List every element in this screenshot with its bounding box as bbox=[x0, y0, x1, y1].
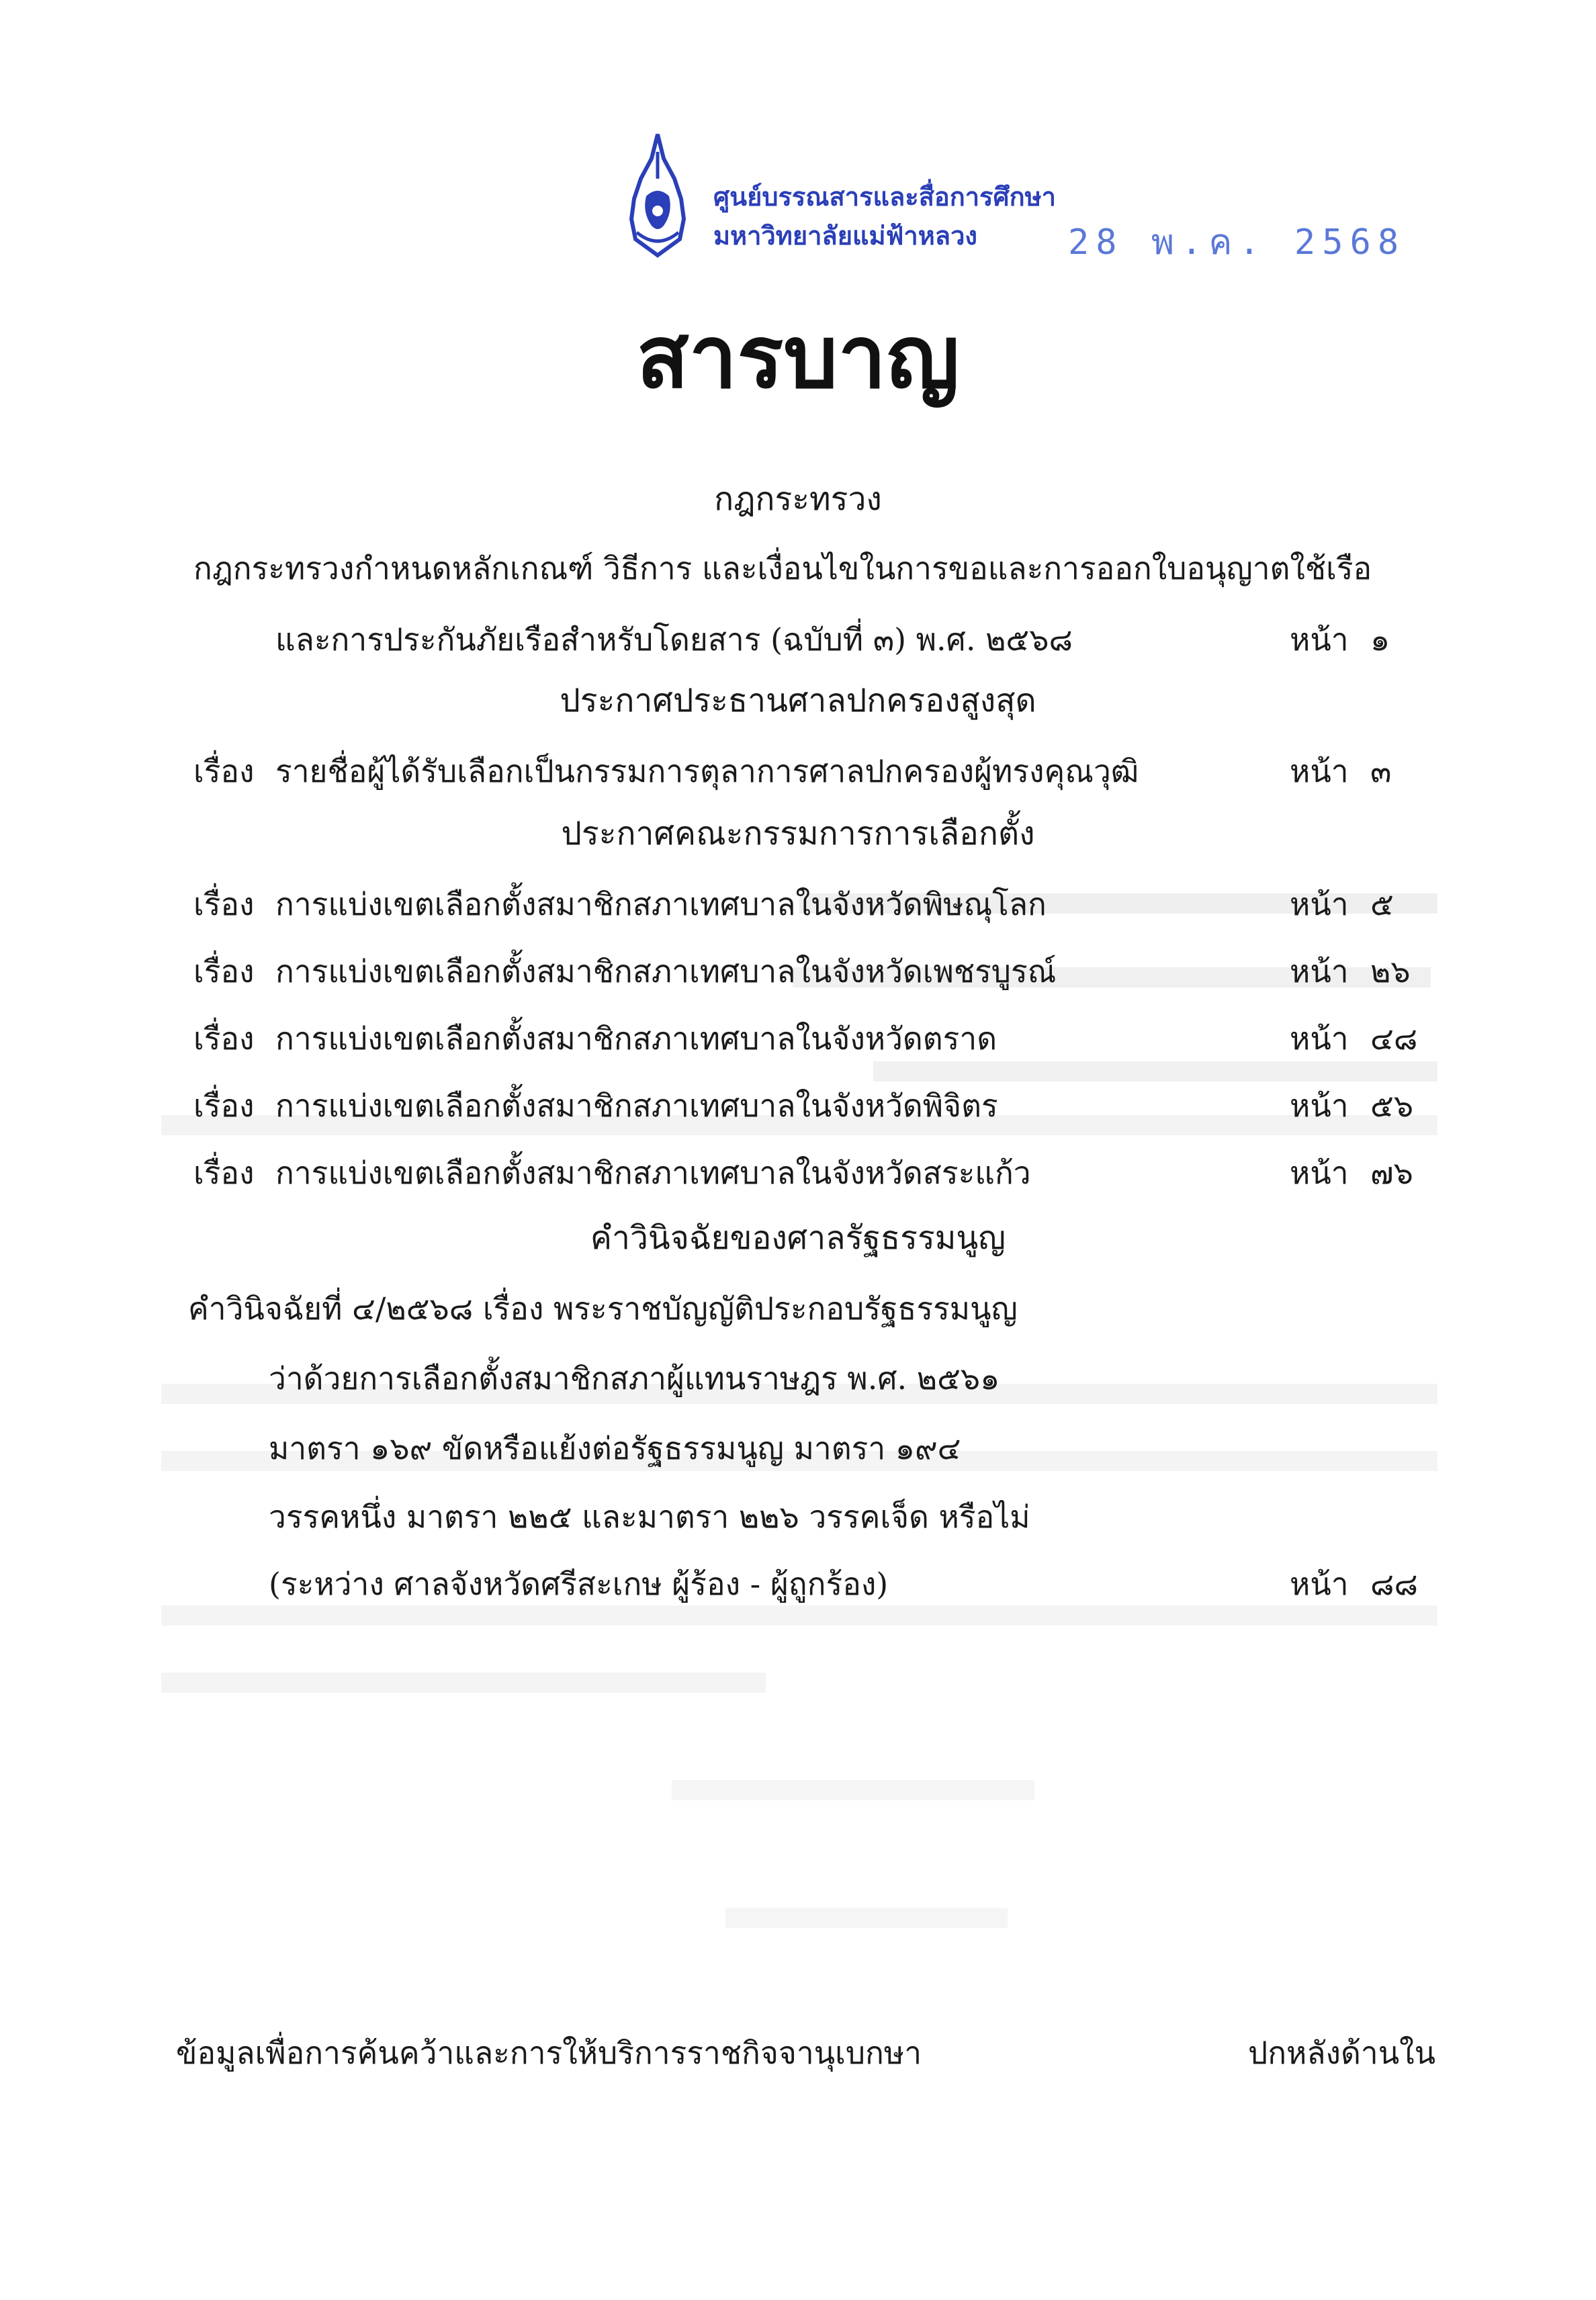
stamp-date: 28 พ.ค. 2568 bbox=[1068, 222, 1406, 263]
topic-label: เรื่อง bbox=[193, 953, 255, 989]
page-word: หน้า bbox=[1290, 953, 1349, 989]
election-entry-text: การแบ่งเขตเลือกตั้งสมาชิกสภาเทศบาลในจังหวัดพิจิตร bbox=[275, 1088, 998, 1124]
ministerial-entry-line2: และการประกันภัยเรือสำหรับโดยสาร (ฉบับที่ ๓) พ.ศ. ๒๕๖๘ bbox=[275, 621, 1073, 658]
constitutional-entry-line5: (ระหว่าง ศาลจังหวัดศรีสะเกษ ผู้ร้อง - ผู้ถูกร้อง) bbox=[269, 1566, 889, 1602]
election-entry-text: การแบ่งเขตเลือกตั้งสมาชิกสภาเทศบาลในจังหวัดพิษณุโลก bbox=[275, 886, 1047, 922]
page-number: ๒๖ bbox=[1370, 953, 1411, 989]
page-word: หน้า bbox=[1290, 1088, 1349, 1124]
constitutional-entry-line2: ว่าด้วยการเลือกตั้งสมาชิกสภาผู้แทนราษฎร พ.ศ. ๒๕๖๑ bbox=[269, 1360, 1000, 1397]
section-heading-ministerial: กฎกระทรวง bbox=[714, 480, 882, 518]
election-entry-text: การแบ่งเขตเลือกตั้งสมาชิกสภาเทศบาลในจังหวัดสระแก้ว bbox=[275, 1155, 1031, 1191]
constitutional-entry-line3: มาตรา ๑๖๙ ขัดหรือแย้งต่อรัฐธรรมนูญ มาตรา ๑๙๔ bbox=[269, 1430, 961, 1466]
election-entry-text: การแบ่งเขตเลือกตั้งสมาชิกสภาเทศบาลในจังหวัดเพชรบูรณ์ bbox=[275, 953, 1057, 989]
section-heading-election: ประกาศคณะกรรมการการเลือกตั้ง bbox=[561, 815, 1035, 852]
stamp-org-name: ศูนย์บรรณสารและสื่อการศึกษา bbox=[713, 182, 1056, 212]
page-word: หน้า bbox=[1290, 1155, 1349, 1191]
ministerial-entry-line1: กฎกระทรวงกำหนดหลักเกณฑ์ วิธีการ และเงื่อนไขในการขอและการออกใบอนุญาตใช้เรือ bbox=[193, 550, 1372, 586]
page-number: ๕๖ bbox=[1370, 1088, 1414, 1124]
topic-label: เรื่อง bbox=[193, 1020, 255, 1057]
footer-location: ปกหลังด้านใน bbox=[1248, 2035, 1436, 2071]
footer-note: ข้อมูลเพื่อการค้นคว้าและการให้บริการราชกิจจานุเบกษา bbox=[176, 2035, 922, 2071]
page-number: ๕ bbox=[1370, 886, 1394, 922]
page-number: ๘๘ bbox=[1370, 1566, 1418, 1602]
stamp-university-name: มหาวิทยาลัยแม่ฟ้าหลวง bbox=[713, 221, 977, 251]
page-number: ๗๖ bbox=[1370, 1155, 1413, 1191]
page-word: หน้า bbox=[1290, 753, 1349, 789]
page-number: ๓ bbox=[1370, 753, 1392, 789]
page-word: หน้า bbox=[1290, 886, 1349, 922]
constitutional-entry-line1: คำวินิจฉัยที่ ๔/๒๕๖๘ เรื่อง พระราชบัญญัติประกอบรัฐธรรมนูญ bbox=[188, 1290, 1018, 1327]
page-title: สารบาญ bbox=[636, 308, 960, 408]
page-word: หน้า bbox=[1290, 1566, 1349, 1602]
page-word: หน้า bbox=[1290, 621, 1349, 658]
page-number: ๔๘ bbox=[1370, 1020, 1418, 1057]
section-heading-constitutional: คำวินิจฉัยของศาลรัฐธรรมนูญ bbox=[590, 1219, 1006, 1257]
topic-label: เรื่อง bbox=[193, 1155, 255, 1191]
election-entry-text: การแบ่งเขตเลือกตั้งสมาชิกสภาเทศบาลในจังหวัดตราด bbox=[275, 1020, 998, 1057]
constitutional-entry-line4: วรรคหนึ่ง มาตรา ๒๒๕ และมาตรา ๒๒๖ วรรคเจ็ด หรือไม่ bbox=[269, 1499, 1030, 1535]
page-number: ๑ bbox=[1370, 621, 1390, 658]
section-heading-admin-court: ประกาศประธานศาลปกครองสูงสุด bbox=[560, 682, 1036, 719]
page-word: หน้า bbox=[1290, 1020, 1349, 1057]
admin-court-entry: รายชื่อผู้ได้รับเลือกเป็นกรรมการตุลาการศาลปกครองผู้ทรงคุณวุฒิ bbox=[275, 753, 1139, 789]
topic-label: เรื่อง bbox=[193, 1088, 255, 1124]
topic-label: เรื่อง bbox=[193, 886, 255, 922]
topic-label: เรื่อง bbox=[193, 753, 255, 789]
university-seal-icon bbox=[617, 132, 699, 259]
